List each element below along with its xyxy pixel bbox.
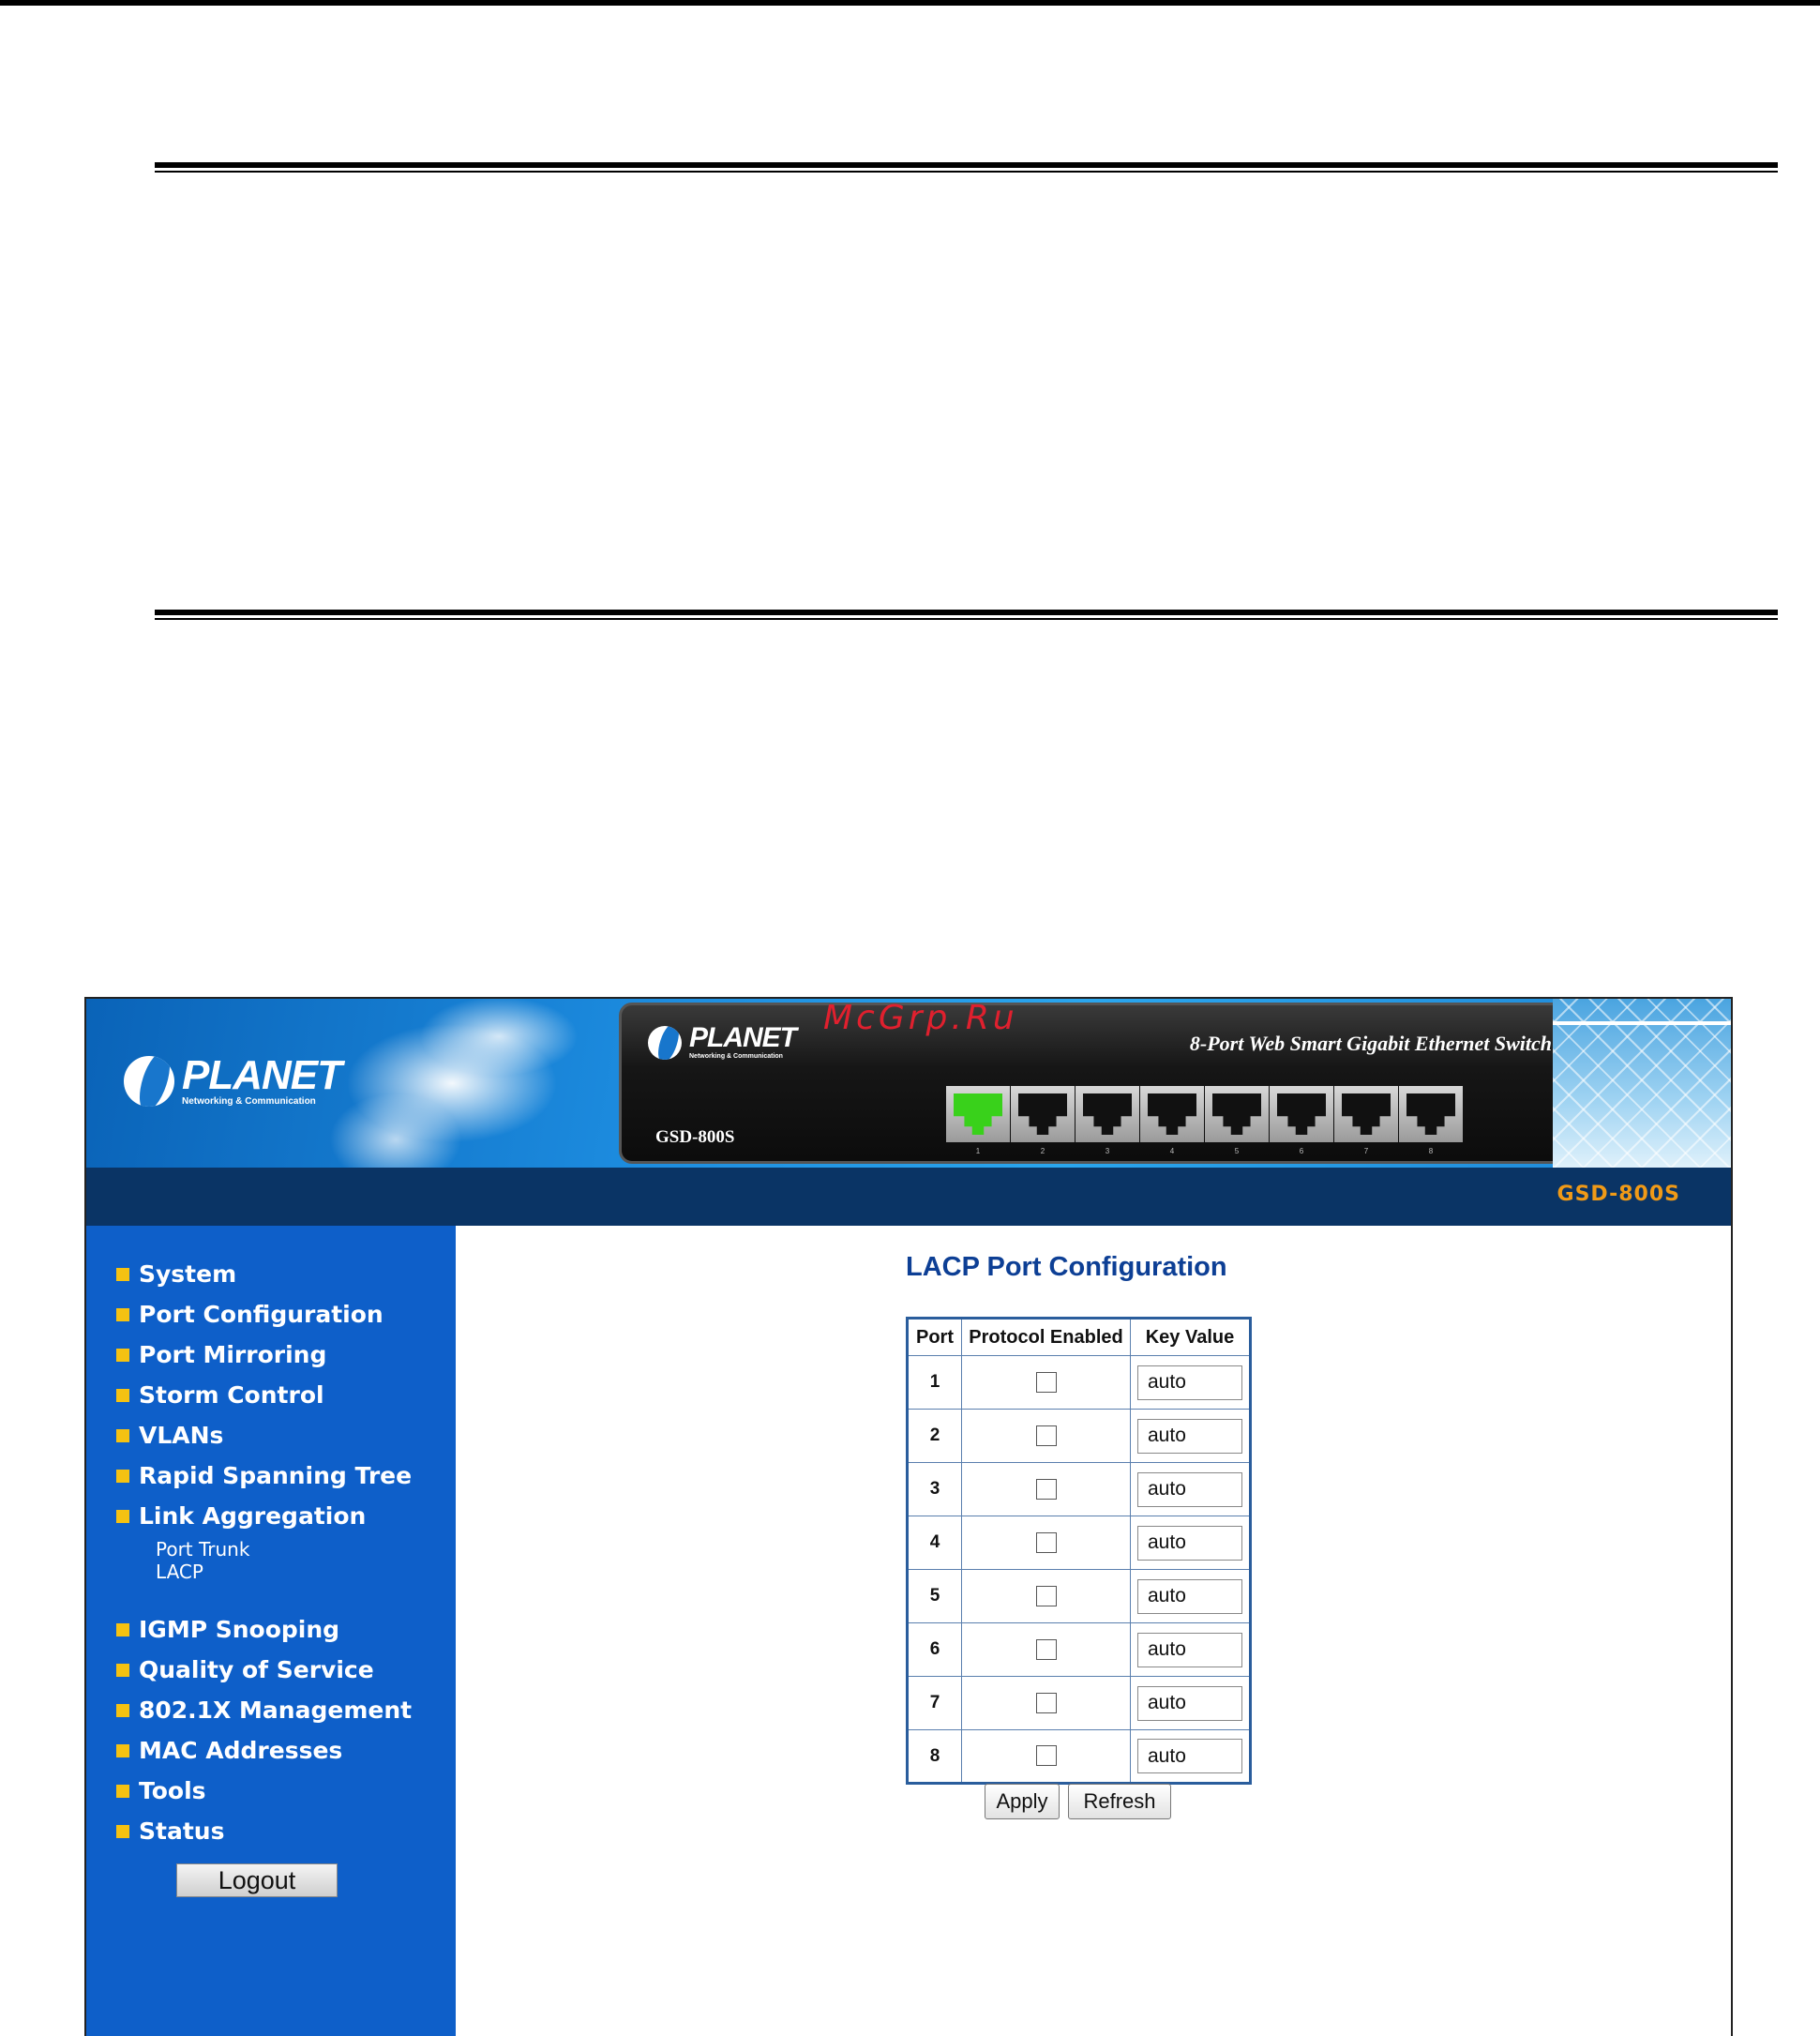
- device-logo-brand: PLANET: [689, 1022, 796, 1053]
- port-number-cell: 1: [908, 1356, 962, 1410]
- port-number-label: 7: [1363, 1147, 1369, 1155]
- lacp-port-table: [906, 1317, 1252, 1785]
- refresh-button[interactable]: Refresh: [1068, 1784, 1171, 1819]
- device-logo-icon: [648, 1026, 682, 1060]
- table-row: [908, 1410, 1251, 1463]
- web-ui-screenshot: [84, 997, 1733, 2036]
- sidebar-item-label: System: [139, 1260, 237, 1288]
- protocol-enabled-checkbox[interactable]: [1036, 1372, 1057, 1393]
- ethernet-port-8-icon: [1399, 1086, 1463, 1155]
- logout-button[interactable]: Logout: [176, 1863, 338, 1897]
- banner-globe-graphic: [1553, 999, 1731, 1168]
- top-rule: [0, 0, 1820, 6]
- planet-logo-icon: [124, 1056, 174, 1107]
- port-number-cell: 8: [908, 1730, 962, 1784]
- protocol-enabled-checkbox[interactable]: [1036, 1479, 1057, 1500]
- port-number-cell: 4: [908, 1516, 962, 1570]
- sidebar-item-label: Link Aggregation: [139, 1502, 367, 1530]
- table-row: [908, 1677, 1251, 1730]
- protocol-enabled-cell: [962, 1410, 1131, 1463]
- key-value-input[interactable]: [1137, 1365, 1242, 1400]
- table-row: [908, 1623, 1251, 1677]
- square-bullet-icon: [116, 1349, 129, 1362]
- sidebar: [86, 1226, 456, 2036]
- key-value-input[interactable]: [1137, 1686, 1242, 1721]
- sidebar-item-label: Tools: [139, 1777, 206, 1804]
- sidebar-subitem-port-trunk[interactable]: Port Trunk: [156, 1538, 250, 1561]
- sidebar-item-802-1x-management[interactable]: [116, 1690, 412, 1730]
- sidebar-item-port-mirroring[interactable]: [116, 1335, 412, 1375]
- port-number-cell: 7: [908, 1677, 962, 1730]
- square-bullet-icon: [116, 1664, 129, 1677]
- port-number-label: 5: [1234, 1147, 1240, 1155]
- table-header-row: [908, 1319, 1251, 1356]
- key-value-cell: [1131, 1516, 1251, 1570]
- ethernet-port-6-icon: [1270, 1086, 1333, 1155]
- sidebar-item-vlans[interactable]: [116, 1415, 412, 1455]
- key-value-input[interactable]: [1137, 1419, 1242, 1454]
- square-bullet-icon: [116, 1704, 129, 1717]
- square-bullet-icon: [116, 1825, 129, 1838]
- section-rule: [155, 610, 1778, 621]
- port-number-label: 1: [975, 1147, 981, 1155]
- sidebar-item-storm-control[interactable]: [116, 1375, 412, 1415]
- protocol-enabled-cell: [962, 1623, 1131, 1677]
- sidebar-item-link-aggregation[interactable]: [116, 1496, 412, 1536]
- protocol-enabled-cell: [962, 1730, 1131, 1784]
- planet-logo: [124, 1052, 341, 1108]
- square-bullet-icon: [116, 1623, 129, 1636]
- protocol-enabled-checkbox[interactable]: [1036, 1532, 1057, 1553]
- sidebar-item-label: MAC Addresses: [139, 1737, 343, 1764]
- sidebar-item-label: Port Configuration: [139, 1301, 384, 1328]
- ethernet-port-7-icon: [1334, 1086, 1398, 1155]
- key-value-input[interactable]: [1137, 1526, 1242, 1561]
- logo-subtitle: Networking & Communication: [182, 1096, 316, 1107]
- key-value-cell: [1131, 1677, 1251, 1730]
- sidebar-item-label: IGMP Snooping: [139, 1616, 340, 1643]
- sidebar-item-port-configuration[interactable]: [116, 1294, 412, 1335]
- apply-button[interactable]: Apply: [985, 1784, 1060, 1819]
- sidebar-item-label: Rapid Spanning Tree: [139, 1462, 413, 1489]
- sidebar-item-rapid-spanning-tree[interactable]: [116, 1455, 412, 1496]
- navbar-model: GSD-800S: [1557, 1183, 1680, 1206]
- logo-brand: PLANET: [182, 1052, 341, 1098]
- key-value-cell: [1131, 1730, 1251, 1784]
- device-model: GSD-800S: [655, 1127, 735, 1147]
- square-bullet-icon: [116, 1268, 129, 1281]
- page-title: LACP Port Configuration: [906, 1252, 1227, 1282]
- key-value-input[interactable]: [1137, 1472, 1242, 1507]
- ethernet-port-4-icon: [1140, 1086, 1204, 1155]
- sidebar-item-quality-of-service[interactable]: [116, 1650, 412, 1690]
- ethernet-port-1-icon: [946, 1086, 1010, 1155]
- main-content: [456, 1226, 1731, 2036]
- key-value-cell: [1131, 1463, 1251, 1516]
- header-port: Port: [908, 1319, 962, 1356]
- table-row: [908, 1570, 1251, 1623]
- sidebar-item-label: Port Mirroring: [139, 1341, 327, 1368]
- sidebar-item-label: Quality of Service: [139, 1656, 374, 1683]
- header-key-value: Key Value: [1131, 1319, 1251, 1356]
- protocol-enabled-checkbox[interactable]: [1036, 1745, 1057, 1766]
- key-value-input[interactable]: [1137, 1739, 1242, 1773]
- protocol-enabled-cell: [962, 1570, 1131, 1623]
- ethernet-port-3-icon: [1075, 1086, 1139, 1155]
- sidebar-item-label: Status: [139, 1817, 225, 1845]
- sidebar-item-tools[interactable]: [116, 1771, 412, 1811]
- protocol-enabled-checkbox[interactable]: [1036, 1425, 1057, 1446]
- port-number-label: 8: [1428, 1147, 1434, 1155]
- port-number-label: 6: [1299, 1147, 1304, 1155]
- port-number-label: 2: [1040, 1147, 1045, 1155]
- protocol-enabled-checkbox[interactable]: [1036, 1639, 1057, 1660]
- device-logo-subtitle: Networking & Communication: [689, 1053, 783, 1060]
- banner: [86, 999, 1731, 1168]
- sidebar-subitem-lacp[interactable]: LACP: [156, 1561, 203, 1583]
- switch-front-panel: [619, 1003, 1572, 1164]
- protocol-enabled-checkbox[interactable]: [1036, 1586, 1057, 1606]
- protocol-enabled-checkbox[interactable]: [1036, 1693, 1057, 1713]
- key-value-cell: [1131, 1570, 1251, 1623]
- key-value-input[interactable]: [1137, 1633, 1242, 1667]
- table-row: [908, 1516, 1251, 1570]
- header-protocol-enabled: Protocol Enabled: [962, 1319, 1131, 1356]
- protocol-enabled-cell: [962, 1516, 1131, 1570]
- sidebar-item-label: VLANs: [139, 1422, 224, 1449]
- square-bullet-icon: [116, 1429, 129, 1442]
- key-value-cell: [1131, 1623, 1251, 1677]
- form-buttons: [985, 1784, 1180, 1819]
- sidebar-item-status[interactable]: [116, 1811, 412, 1851]
- square-bullet-icon: [116, 1389, 129, 1402]
- sidebar-item-igmp-snooping[interactable]: [116, 1609, 412, 1650]
- port-number-label: 3: [1105, 1147, 1110, 1155]
- header-rule: [155, 162, 1778, 173]
- sidebar-item-system[interactable]: [116, 1254, 412, 1294]
- square-bullet-icon: [116, 1510, 129, 1523]
- protocol-enabled-cell: [962, 1356, 1131, 1410]
- square-bullet-icon: [116, 1470, 129, 1483]
- square-bullet-icon: [116, 1744, 129, 1757]
- protocol-enabled-cell: [962, 1677, 1131, 1730]
- top-navbar: [86, 1168, 1731, 1226]
- port-number-cell: 5: [908, 1570, 962, 1623]
- port-number-cell: 3: [908, 1463, 962, 1516]
- ethernet-port-2-icon: [1011, 1086, 1075, 1155]
- sidebar-menu: [116, 1254, 412, 1851]
- sidebar-submenu-link-aggregation: [156, 1538, 412, 1583]
- table-row: [908, 1356, 1251, 1410]
- protocol-enabled-cell: [962, 1463, 1131, 1516]
- watermark: McGrp.Ru: [823, 999, 1018, 1037]
- device-title: 8-Port Web Smart Gigabit Ethernet Switch: [1189, 1032, 1552, 1055]
- sidebar-item-label: 802.1X Management: [139, 1697, 413, 1724]
- key-value-cell: [1131, 1356, 1251, 1410]
- device-logo: [648, 1024, 796, 1061]
- sidebar-item-label: Storm Control: [139, 1381, 324, 1409]
- key-value-input[interactable]: [1137, 1579, 1242, 1614]
- port-number-label: 4: [1169, 1147, 1175, 1155]
- square-bullet-icon: [116, 1308, 129, 1321]
- ethernet-port-5-icon: [1205, 1086, 1269, 1155]
- port-number-cell: 2: [908, 1410, 962, 1463]
- table-row: [908, 1730, 1251, 1784]
- sidebar-item-mac-addresses[interactable]: [116, 1730, 412, 1771]
- table-row: [908, 1463, 1251, 1516]
- square-bullet-icon: [116, 1785, 129, 1798]
- key-value-cell: [1131, 1410, 1251, 1463]
- port-strip: [946, 1086, 1464, 1155]
- port-number-cell: 6: [908, 1623, 962, 1677]
